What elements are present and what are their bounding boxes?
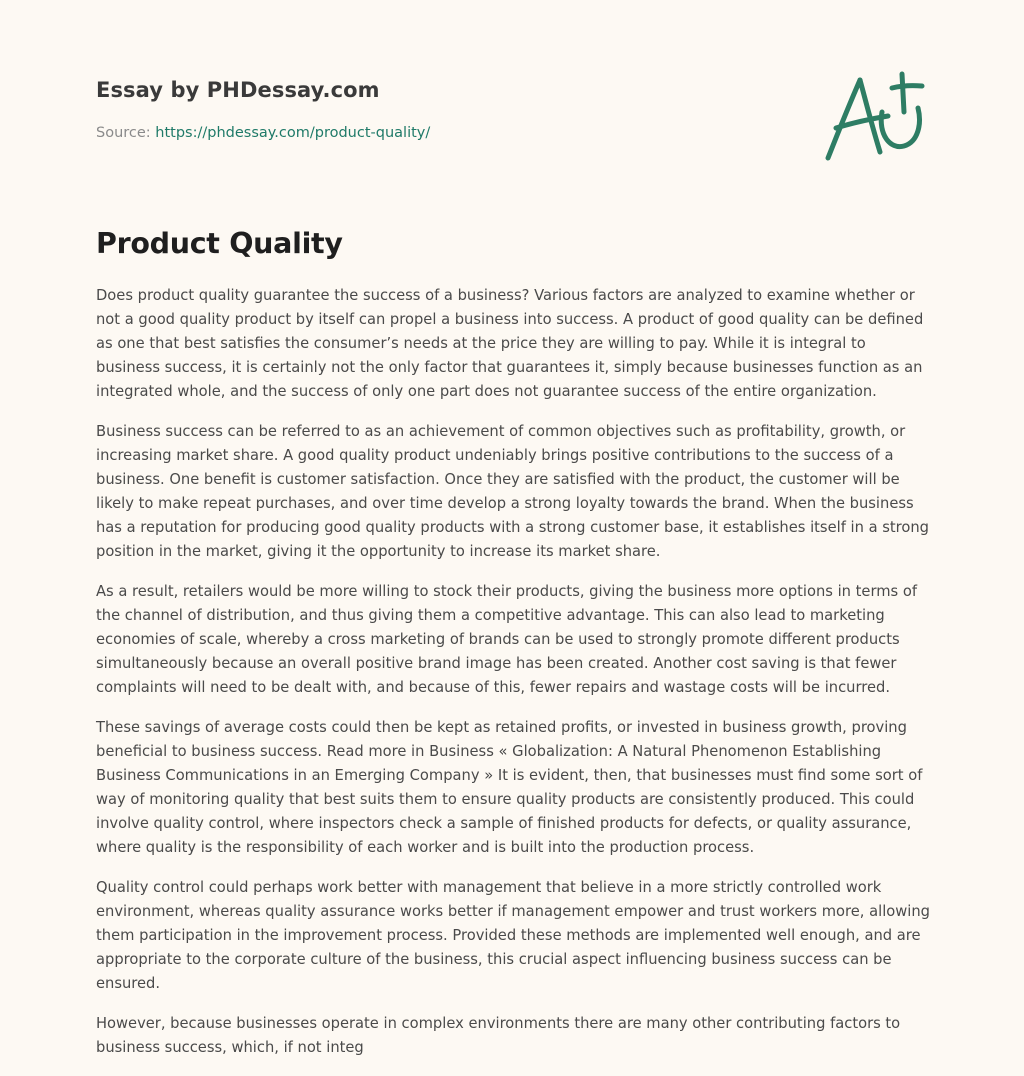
paragraph: Does product quality guarantee the success of a business? Various factors are analyzed to examine whether or not a good quality product by itself can propel a business into success. A product of good quality can be defined as one that best satisfies the consumer’s needs at the price they are willing to pay. While it is integral to business success, it is certainly not the only factor that guarantees it, simply because businesses function as an integrated whole, and the success of only one part does not guarantee success of the entire organization. [96,287,924,400]
paragraph: These savings of average costs could then be kept as retained profits, or invested in business growth, proving beneficial to business success. Read more in Business « Globalization: A Natural Phenomenon Establishing Business Communications in an Emerging Company » It is evident, then, that businesses must find some sort of way of monitoring quality that best suits them to ensure quality products are consistently produced. This could involve quality control, where inspectors check a sample of finished products for defects, or quality assurance, where quality is the responsibility of each worker and is built into the production process. [96,719,923,856]
site-title: Essay by PHDessay.com [96,78,380,102]
source-label: Source: [96,125,156,141]
article-title: Product Quality [96,227,343,260]
source-line [96,122,796,144]
paragraph: Business success can be referred to as an achievement of common objectives such as profitability, growth, or increasing market share. A good quality product undeniably brings positive contributions to the success of a business. One benefit is customer satisfaction. Once they are satisfied with the product, the customer will be likely to make repeat purchases, and over time develop a strong loyalty towards the brand. When the business has a reputation for producing good quality products with a strong customer base, it establishes itself in a strong position in the market, giving it the opportunity to increase its market share. [96,423,930,560]
paragraph: Quality control could perhaps work better with management that believe in a more strictly controlled work environment, whereas quality assurance works better if management empower and trust workers more, allowing them participation in the improvement process. Provided these methods are implemented well enough, and are appropriate to the corporate culture of the business, this crucial aspect influencing business success can be ensured. [96,879,930,992]
paragraph: However, because businesses operate in complex environments there are many other contributing factors to business success, which, if not integ [96,1015,901,1056]
paragraph: As a result, retailers would be more willing to stock their products, giving the business more options in terms of the channel of distribution, and thus giving them a competitive advantage. This can also lead to marketing economies of scale, whereby a cross marketing of brands can be used to strongly promote different products simultaneously because an overall positive brand image has been created. Another cost saving is that fewer complaints will need to be dealt with, and because of this, fewer repairs and wastage costs will be incurred. [96,583,918,696]
source-link[interactable]: https://phdessay.com/product-quality/ [155,125,431,141]
article-body [96,284,932,1076]
page-header [96,74,796,144]
a-plus-icon [818,66,930,166]
